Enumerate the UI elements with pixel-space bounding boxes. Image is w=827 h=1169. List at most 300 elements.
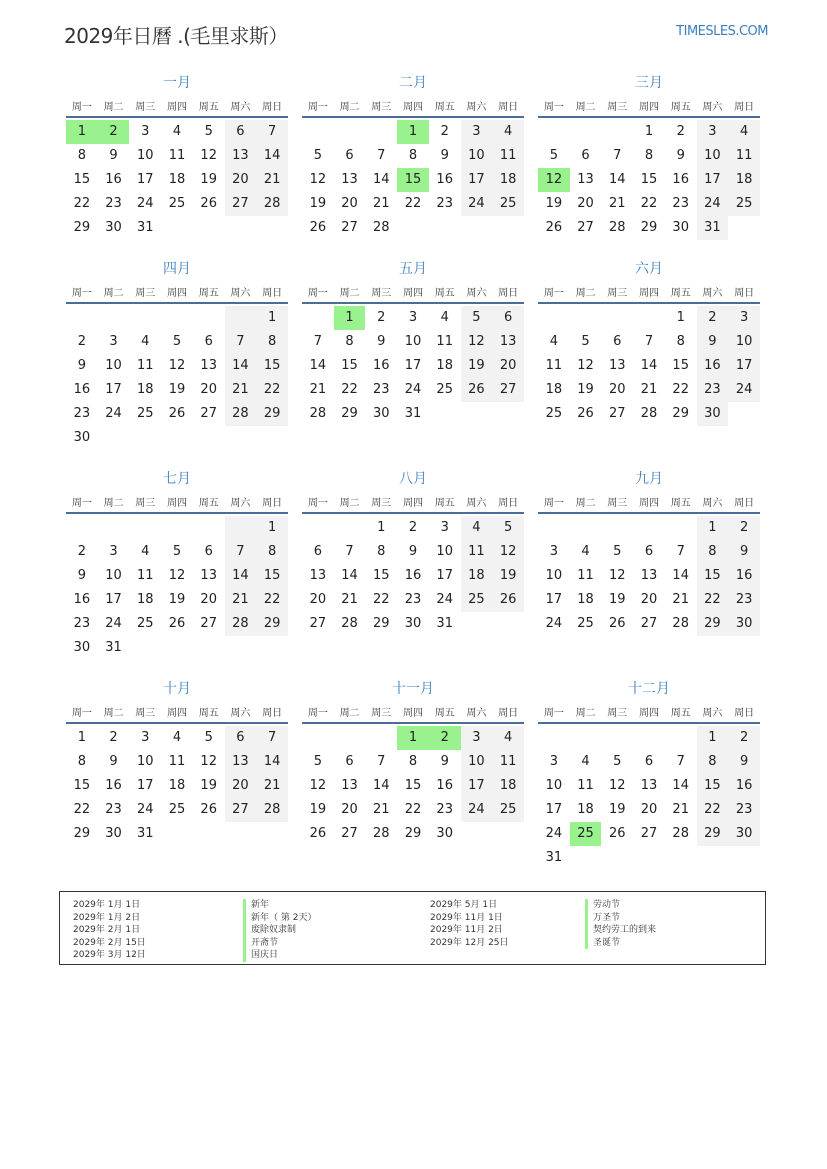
day-cell: 11 (577, 568, 594, 583)
holiday-name: 契约劳工的到来 (585, 924, 656, 937)
day-cell: 27 (225, 192, 257, 216)
holiday-legend (59, 891, 766, 965)
day-cell: 28 (256, 192, 288, 216)
day-cell: 4 (461, 516, 493, 540)
empty-cell (193, 216, 225, 240)
day-cell: 14 (225, 564, 257, 588)
day-cell: 28 (672, 826, 689, 841)
empty-cell (665, 846, 697, 870)
day-cell: 1 (256, 516, 288, 540)
weekday-label: 周六 (466, 287, 487, 299)
day-grid (538, 120, 760, 240)
empty-cell (129, 516, 161, 540)
day-cell: 21 (672, 802, 689, 817)
day-cell: 7 (644, 334, 654, 349)
day-cell: 7 (256, 726, 288, 750)
day-grid (302, 726, 524, 846)
day-cell: 18 (492, 168, 524, 192)
day-cell: 13 (225, 144, 257, 168)
day-cell: 15 (73, 172, 91, 187)
empty-cell (538, 120, 570, 144)
weekday-label: 周四 (402, 497, 423, 509)
day-cell: 21 (225, 378, 257, 402)
day-cell: 7 (676, 544, 685, 559)
day-cell: 22 (73, 196, 91, 211)
day-cell: 10 (545, 568, 563, 583)
day-cell: 23 (373, 382, 390, 397)
day-cell: 29 (404, 826, 422, 841)
day-cell: 10 (461, 144, 493, 168)
day-cell: 21 (373, 196, 390, 211)
day-cell: 15 (397, 168, 429, 192)
month-name: 十一月 (392, 681, 434, 697)
day-cell: 16 (105, 778, 122, 793)
day-cell: 16 (105, 172, 122, 187)
day-cell: 14 (225, 354, 257, 378)
day-cell: 9 (728, 540, 760, 564)
day-cell: 10 (137, 148, 154, 163)
day-cell: 27 (492, 378, 524, 402)
day-cell: 22 (341, 382, 358, 397)
empty-cell (334, 120, 366, 144)
day-cell: 1 (397, 120, 429, 144)
day-cell: 9 (377, 334, 386, 349)
day-cell: 16 (73, 592, 91, 607)
day-cell: 2 (440, 124, 449, 139)
weekday-label: 周五 (670, 101, 691, 113)
day-cell: 9 (109, 754, 118, 769)
day-cell: 22 (73, 802, 91, 817)
day-cell: 8 (697, 540, 729, 564)
day-cell: 21 (256, 168, 288, 192)
holiday-date: 2029年 11月 2日 (430, 925, 503, 935)
empty-cell (193, 636, 225, 660)
empty-cell (66, 516, 98, 540)
empty-cell (129, 636, 161, 660)
day-cell: 18 (492, 774, 524, 798)
empty-cell (129, 426, 161, 450)
legend-dates-left (73, 899, 146, 962)
day-cell: 11 (728, 144, 760, 168)
day-cell: 5 (313, 148, 322, 163)
day-cell: 2 (676, 124, 685, 139)
empty-cell (461, 402, 493, 426)
day-cell: 19 (309, 802, 327, 817)
day-grid (66, 306, 288, 450)
day-cell: 17 (436, 568, 453, 583)
day-cell: 30 (728, 612, 760, 636)
weekday-label: 周三 (371, 287, 392, 299)
weekday-label: 周五 (198, 287, 219, 299)
day-cell: 29 (73, 826, 91, 841)
day-cell: 5 (172, 334, 182, 349)
day-cell: 23 (697, 378, 729, 402)
weekday-label: 周日 (262, 497, 283, 509)
empty-cell (461, 822, 493, 846)
day-cell: 17 (137, 778, 154, 793)
day-cell: 21 (256, 774, 288, 798)
weekday-label: 周六 (466, 707, 487, 719)
day-cell: 20 (640, 802, 658, 817)
day-cell: 20 (577, 196, 594, 211)
empty-cell (161, 636, 193, 660)
empty-cell (225, 636, 257, 660)
day-cell: 1 (66, 120, 98, 144)
day-cell: 18 (728, 168, 760, 192)
weekday-label: 周三 (135, 287, 156, 299)
day-cell: 12 (577, 358, 594, 373)
day-cell: 23 (672, 196, 689, 211)
weekday-label: 周一 (543, 497, 564, 509)
weekday-label: 周六 (702, 707, 723, 719)
day-cell: 17 (461, 168, 493, 192)
day-cell: 12 (461, 330, 493, 354)
day-cell: 22 (404, 802, 422, 817)
day-cell: 17 (137, 172, 154, 187)
empty-cell (601, 516, 633, 540)
month-block (302, 72, 524, 258)
day-cell: 26 (309, 826, 327, 841)
weekday-label: 周日 (734, 287, 755, 299)
day-cell: 27 (200, 406, 217, 421)
day-cell: 28 (373, 220, 390, 235)
day-cell: 28 (373, 826, 390, 841)
day-cell: 17 (728, 354, 760, 378)
day-cell: 22 (404, 196, 422, 211)
day-cell: 15 (404, 778, 422, 793)
day-cell: 14 (256, 144, 288, 168)
day-cell: 16 (728, 564, 760, 588)
day-cell: 15 (672, 358, 689, 373)
empty-cell (256, 822, 288, 846)
weekday-header (538, 280, 760, 304)
day-cell: 3 (549, 544, 558, 559)
empty-cell (538, 516, 570, 540)
day-cell: 8 (345, 334, 354, 349)
empty-cell (193, 306, 225, 330)
day-cell: 11 (436, 334, 453, 349)
day-cell: 21 (672, 592, 689, 607)
day-grid (66, 516, 288, 660)
holiday-date: 2029年 12月 25日 (430, 937, 509, 948)
weekday-label: 周一 (543, 707, 564, 719)
weekday-label: 周日 (262, 707, 283, 719)
weekday-label: 周二 (103, 707, 124, 719)
weekday-header (538, 94, 760, 118)
day-cell: 12 (200, 148, 217, 163)
day-cell: 9 (109, 148, 118, 163)
weekday-label: 周三 (371, 101, 392, 113)
day-cell: 24 (137, 802, 154, 817)
day-cell: 15 (256, 564, 288, 588)
day-cell: 8 (408, 148, 418, 163)
weekday-label: 周四 (402, 101, 423, 113)
day-cell: 5 (204, 730, 213, 745)
weekday-label: 周四 (166, 287, 187, 299)
day-cell: 7 (613, 148, 622, 163)
day-cell: 19 (609, 802, 626, 817)
weekday-header (66, 94, 288, 118)
day-cell: 19 (168, 592, 186, 607)
day-cell: 24 (545, 826, 563, 841)
day-cell: 12 (492, 540, 524, 564)
day-cell: 12 (538, 168, 570, 192)
day-cell: 5 (313, 754, 322, 769)
day-cell: 18 (137, 382, 154, 397)
day-cell: 19 (545, 196, 563, 211)
day-cell: 12 (609, 778, 626, 793)
empty-cell (429, 402, 461, 426)
weekday-label: 周六 (702, 101, 723, 113)
empty-cell (66, 306, 98, 330)
empty-cell (302, 306, 334, 330)
weekday-label: 周一 (71, 497, 92, 509)
day-cell: 10 (697, 144, 729, 168)
day-cell: 24 (461, 798, 493, 822)
weekday-label: 周六 (702, 287, 723, 299)
day-cell: 12 (168, 568, 186, 583)
weekday-header (66, 280, 288, 304)
month-block (302, 258, 524, 468)
empty-cell (601, 306, 633, 330)
empty-cell (601, 726, 633, 750)
month-name: 一月 (163, 75, 191, 91)
day-cell: 3 (461, 120, 493, 144)
day-cell: 19 (461, 354, 493, 378)
weekday-label: 周六 (702, 497, 723, 509)
day-cell: 23 (436, 802, 453, 817)
day-cell: 23 (728, 588, 760, 612)
empty-cell (98, 426, 130, 450)
empty-cell (461, 612, 493, 636)
day-cell: 17 (545, 802, 563, 817)
day-cell: 1 (644, 124, 654, 139)
day-cell: 1 (697, 726, 729, 750)
empty-cell (492, 402, 524, 426)
day-cell: 4 (581, 754, 590, 769)
brand-logo-text[interactable]: TIMESLES.COM (676, 24, 768, 39)
day-cell: 2 (429, 726, 461, 750)
day-cell: 30 (105, 826, 122, 841)
day-grid (66, 120, 288, 240)
day-grid (302, 120, 524, 240)
month-name: 十二月 (628, 681, 670, 697)
page-title: 2029年日曆 .(毛里求斯） (64, 24, 288, 48)
day-cell: 3 (141, 124, 150, 139)
day-cell: 19 (609, 592, 626, 607)
day-cell: 2 (77, 544, 86, 559)
empty-cell (570, 120, 602, 144)
day-cell: 24 (436, 592, 453, 607)
day-cell: 11 (168, 754, 186, 769)
weekday-label: 周五 (434, 497, 455, 509)
day-cell: 20 (341, 802, 358, 817)
day-cell: 3 (440, 520, 449, 535)
day-cell: 20 (225, 168, 257, 192)
day-cell: 19 (200, 778, 217, 793)
month-name: 八月 (399, 471, 427, 487)
day-cell: 1 (697, 516, 729, 540)
empty-cell (633, 306, 665, 330)
day-cell: 19 (168, 382, 186, 397)
day-cell: 28 (225, 402, 257, 426)
holiday-date: 2029年 2月 15日 (73, 937, 146, 948)
day-cell: 8 (256, 330, 288, 354)
weekday-label: 周二 (339, 497, 360, 509)
month-name: 六月 (635, 261, 663, 277)
day-cell: 7 (377, 148, 386, 163)
day-cell: 11 (137, 568, 154, 583)
day-cell: 4 (492, 726, 524, 750)
day-cell: 27 (225, 798, 257, 822)
day-cell: 8 (644, 148, 654, 163)
day-cell: 18 (577, 802, 594, 817)
day-cell: 10 (461, 750, 493, 774)
day-cell: 30 (373, 406, 390, 421)
holiday-date: 2029年 1月 2日 (73, 912, 141, 923)
day-cell: 27 (341, 826, 358, 841)
day-cell: 15 (640, 172, 658, 187)
weekday-header (302, 490, 524, 514)
day-cell: 20 (200, 592, 217, 607)
holiday-name: 开斋节 (243, 937, 316, 950)
weekday-label: 周六 (230, 707, 251, 719)
month-block (66, 468, 288, 678)
weekday-label: 周五 (434, 101, 455, 113)
weekday-label: 周日 (734, 101, 755, 113)
empty-cell (302, 516, 334, 540)
empty-cell (193, 426, 225, 450)
empty-cell (665, 516, 697, 540)
day-cell: 25 (577, 616, 594, 631)
empty-cell (538, 726, 570, 750)
day-cell: 24 (105, 406, 122, 421)
day-cell: 13 (341, 778, 358, 793)
empty-cell (728, 846, 760, 870)
day-cell: 25 (168, 196, 186, 211)
day-cell: 29 (640, 220, 658, 235)
day-cell: 16 (373, 358, 390, 373)
day-cell: 30 (672, 220, 689, 235)
calendar-grid (66, 72, 761, 888)
empty-cell (256, 216, 288, 240)
day-cell: 30 (697, 402, 729, 426)
day-cell: 3 (109, 334, 118, 349)
day-cell: 27 (609, 406, 626, 421)
day-cell: 17 (404, 358, 422, 373)
day-cell: 7 (225, 330, 257, 354)
day-cell: 1 (334, 306, 366, 330)
empty-cell (334, 726, 366, 750)
weekday-label: 周二 (575, 497, 596, 509)
day-cell: 26 (577, 406, 594, 421)
weekday-header (302, 280, 524, 304)
day-cell: 7 (676, 754, 685, 769)
day-cell: 29 (341, 406, 358, 421)
day-cell: 29 (373, 616, 390, 631)
day-cell: 6 (225, 726, 257, 750)
day-cell: 7 (256, 120, 288, 144)
weekday-label: 周日 (262, 101, 283, 113)
day-cell: 15 (697, 774, 729, 798)
day-cell: 15 (697, 564, 729, 588)
weekday-label: 周一 (307, 101, 328, 113)
day-cell: 30 (404, 616, 422, 631)
day-cell: 31 (137, 220, 154, 235)
day-cell: 21 (309, 382, 327, 397)
empty-cell (365, 726, 397, 750)
weekday-header (538, 700, 760, 724)
day-cell: 18 (137, 592, 154, 607)
month-block (538, 258, 760, 468)
day-cell: 20 (341, 196, 358, 211)
day-cell: 8 (676, 334, 685, 349)
weekday-label: 周二 (575, 101, 596, 113)
day-cell: 25 (137, 406, 154, 421)
day-cell: 17 (105, 592, 122, 607)
legend-names-right (585, 899, 656, 949)
day-cell: 9 (408, 544, 418, 559)
holiday-date: 2029年 11月 1日 (430, 912, 503, 923)
holiday-name: 劳动节 (585, 899, 656, 912)
day-cell: 26 (492, 588, 524, 612)
day-cell: 30 (73, 640, 91, 655)
day-cell: 5 (549, 148, 558, 163)
weekday-label: 周日 (498, 707, 519, 719)
day-cell: 16 (404, 568, 422, 583)
empty-cell (256, 636, 288, 660)
day-cell: 13 (200, 568, 217, 583)
day-cell: 2 (728, 726, 760, 750)
day-cell: 23 (436, 196, 453, 211)
day-cell: 15 (73, 778, 91, 793)
day-cell: 8 (256, 540, 288, 564)
weekday-header (66, 490, 288, 514)
day-cell: 24 (404, 382, 422, 397)
weekday-label: 周三 (607, 707, 628, 719)
empty-cell (461, 216, 493, 240)
day-cell: 26 (168, 616, 186, 631)
empty-cell (570, 846, 602, 870)
day-cell: 6 (204, 334, 213, 349)
weekday-label: 周一 (543, 101, 564, 113)
day-cell: 27 (200, 616, 217, 631)
day-cell: 30 (728, 822, 760, 846)
day-cell: 22 (697, 798, 729, 822)
day-cell: 19 (200, 172, 217, 187)
weekday-label: 周二 (339, 101, 360, 113)
weekday-label: 周二 (103, 497, 124, 509)
day-cell: 28 (640, 406, 658, 421)
day-cell: 5 (492, 516, 524, 540)
empty-cell (225, 822, 257, 846)
month-name: 二月 (399, 75, 427, 91)
weekday-label: 周五 (670, 497, 691, 509)
day-cell: 13 (200, 358, 217, 373)
day-cell: 24 (137, 196, 154, 211)
day-cell: 26 (609, 826, 626, 841)
day-cell: 29 (697, 822, 729, 846)
weekday-label: 周三 (607, 287, 628, 299)
month-name: 七月 (163, 471, 191, 487)
weekday-label: 周五 (198, 707, 219, 719)
day-cell: 13 (640, 778, 658, 793)
day-cell: 4 (141, 334, 150, 349)
holiday-name: 新年（ 第 2天） (243, 912, 316, 925)
day-cell: 25 (728, 192, 760, 216)
day-cell: 22 (256, 378, 288, 402)
day-cell: 1 (256, 306, 288, 330)
